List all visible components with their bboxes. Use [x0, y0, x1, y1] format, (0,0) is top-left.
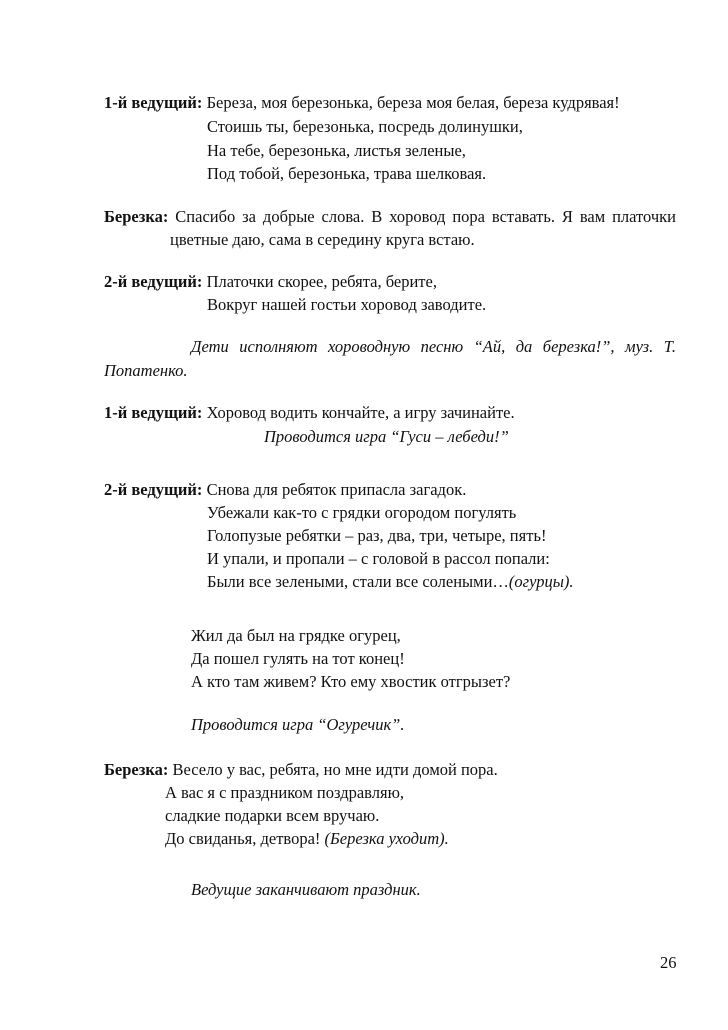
- speech-line: На тебе, березонька, листья зеленые,: [207, 141, 466, 160]
- stage-direction: Проводится игра “Гуси – лебеди!”: [264, 427, 509, 446]
- speaker-label: 2-й ведущий:: [104, 272, 203, 291]
- speech-text: Были все зелеными, стали все солеными…: [207, 572, 509, 591]
- speech-line: [104, 760, 498, 780]
- riddle-answer: (огурцы).: [508, 572, 574, 591]
- speech-text: Спасибо за добрые слова. В хоровод пора вставать. Я вам платочки: [175, 207, 676, 226]
- stage-direction: Дети исполняют хороводную песню “Ай, да березка!”, муз. Т.: [191, 337, 676, 356]
- speech-line: [207, 572, 574, 592]
- speech-line: Да пошел гулять на тот конец!: [191, 649, 405, 668]
- stage-direction: (Березка уходит).: [324, 829, 449, 848]
- speech-line: [165, 829, 449, 849]
- stage-direction: Проводится игра “Огуречик”.: [191, 715, 405, 734]
- speech-line: А вас я с праздником поздравляю,: [165, 783, 405, 802]
- speech-line: Убежали как-то с грядки огородом погулять: [207, 503, 517, 522]
- speech-line: А кто там живем? Кто ему хвостик отгрызет?: [191, 672, 511, 691]
- speech-line: И упали, и пропали – с головой в рассол попали:: [207, 549, 550, 568]
- speaker-label: Березка:: [104, 207, 169, 226]
- speech-line: [104, 207, 676, 227]
- speaker-label: Березка:: [104, 760, 169, 779]
- page-number: 26: [660, 953, 677, 972]
- speaker-label: 2-й ведущий:: [104, 480, 203, 499]
- speech-line: [104, 480, 466, 500]
- speech-line: [104, 403, 515, 423]
- speaker-label: 1-й ведущий:: [104, 93, 203, 112]
- speech-line: Стоишь ты, березонька, посредь долинушки,: [207, 117, 523, 136]
- speech-line: [104, 272, 437, 292]
- speech-text: До свиданья, детвора!: [165, 829, 325, 848]
- speech-line: Вокруг нашей гостьи хоровод заводите.: [207, 295, 487, 314]
- speech-text: Платочки скорее, ребята, берите,: [206, 272, 437, 291]
- speech-line: [104, 93, 620, 113]
- speech-text: Весело у вас, ребята, но мне идти домой пора.: [172, 760, 498, 779]
- speech-text: Снова для ребяток припасла загадок.: [206, 480, 467, 499]
- speaker-label: 1-й ведущий:: [104, 403, 203, 422]
- speech-line: сладкие подарки всем вручаю.: [165, 806, 380, 825]
- speech-text: Береза, моя березонька, береза моя белая, береза кудрявая!: [206, 93, 620, 112]
- stage-direction: Попатенко.: [104, 361, 188, 380]
- speech-text: Хоровод водить кончайте, а игру зачинайте.: [206, 403, 515, 422]
- speech-line: Голопузые ребятки – раз, два, три, четыре, пять!: [207, 526, 547, 545]
- speech-line: Жил да был на грядке огурец,: [191, 626, 401, 645]
- speech-line: цветные даю, сама в середину круга встаю.: [170, 230, 475, 249]
- speech-line: Под тобой, березонька, трава шелковая.: [207, 164, 487, 183]
- stage-direction: Ведущие заканчивают праздник.: [191, 880, 421, 899]
